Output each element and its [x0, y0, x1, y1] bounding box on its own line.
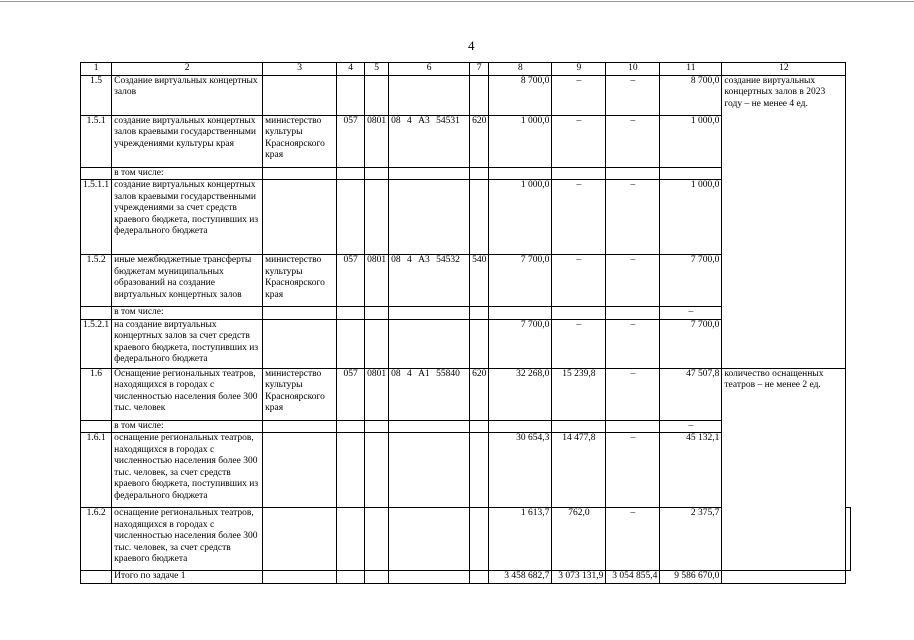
- page-top-border: [0, 1, 914, 2]
- cell-year3: [606, 420, 660, 433]
- cell-num: 1.5.2.1: [81, 319, 112, 368]
- cell-year3: –: [606, 368, 660, 420]
- cell-csr: [389, 180, 470, 255]
- table-row: [81, 75, 851, 115]
- cell-year1: 1 000,0: [489, 180, 552, 255]
- cell-year2: 14 477,8: [552, 433, 606, 508]
- cell-name: Итого по задаче 1: [112, 571, 263, 584]
- cell-executor: [263, 167, 337, 180]
- cell-year2: –: [552, 75, 606, 115]
- cell-total: –: [660, 420, 722, 433]
- header-cell: 12: [722, 63, 846, 76]
- cell-name: иные межбюджетные трансферты бюджетам муниципальных образований на создание виртуальных концертных залов: [112, 255, 263, 307]
- cell-csr: 08 4 А3 54532: [389, 255, 470, 307]
- cell-year2: [552, 307, 606, 320]
- cell-num: 1.5: [81, 75, 112, 115]
- cell-num: 1.5.1.1: [81, 180, 112, 255]
- cell-csr: [389, 508, 470, 571]
- cell-grbs: 057: [337, 368, 365, 420]
- cell-vr: [470, 571, 489, 584]
- cell-total: 7 700,0: [660, 319, 722, 368]
- cell-vr: [470, 180, 489, 255]
- cell-num: 1.5.1: [81, 115, 112, 167]
- cell-year2: –: [552, 180, 606, 255]
- cell-rzpr: [365, 420, 389, 433]
- cell-csr: [389, 307, 470, 320]
- cell-year3: –: [606, 319, 660, 368]
- cell-vr: [470, 307, 489, 320]
- header-cell: 2: [112, 63, 263, 76]
- cell-num: [81, 420, 112, 433]
- cell-executor: [263, 180, 337, 255]
- cell-executor: министерство культуры Красноярского края: [263, 368, 337, 420]
- cell-rzpr: [365, 433, 389, 508]
- cell-year1: 3 458 682,7: [489, 571, 552, 584]
- cell-csr: 08 4 А1 55840: [389, 368, 470, 420]
- cell-grbs: [337, 319, 365, 368]
- header-cell: 3: [263, 63, 337, 76]
- cell-num: 1.5.2: [81, 255, 112, 307]
- cell-executor: [263, 508, 337, 571]
- header-cell: 4: [337, 63, 365, 76]
- cell-year2: 3 073 131,9: [552, 571, 606, 584]
- cell-year2: [552, 420, 606, 433]
- cell-csr: [389, 420, 470, 433]
- cell-num: [81, 307, 112, 320]
- cell-name: на создание виртуальных концертных залов за счет средств краевого бюджета, поступивших из федерального бюджета: [112, 319, 263, 368]
- cell-rzpr: 0801: [365, 255, 389, 307]
- cell-rzpr: [365, 307, 389, 320]
- cell-rzpr: 0801: [365, 115, 389, 167]
- cell-total: –: [660, 307, 722, 320]
- cell-grbs: [337, 75, 365, 115]
- cell-year1: 7 700,0: [489, 255, 552, 307]
- cell-year1: 7 700,0: [489, 319, 552, 368]
- cell-grbs: [337, 571, 365, 584]
- cell-year2: –: [552, 319, 606, 368]
- header-cell: 7: [470, 63, 489, 76]
- cell-rzpr: [365, 167, 389, 180]
- cell-year1: 30 654,3: [489, 433, 552, 508]
- cell-year3: –: [606, 255, 660, 307]
- cell-rzpr: 0801: [365, 368, 389, 420]
- cell-year2: [552, 167, 606, 180]
- cell-csr: [389, 167, 470, 180]
- cell-year3: –: [606, 508, 660, 571]
- cell-year1: [489, 420, 552, 433]
- cell-grbs: [337, 180, 365, 255]
- cell-name: в том числе:: [112, 167, 263, 180]
- header-cell: 10: [606, 63, 660, 76]
- cell-total: 1 000,0: [660, 115, 722, 167]
- cell-name: в том числе:: [112, 420, 263, 433]
- cell-year3: –: [606, 180, 660, 255]
- cell-vr: [470, 167, 489, 180]
- cell-name: создание виртуальных концертных залов краевыми государственными учреждениями культуры края: [112, 115, 263, 167]
- cell-total: 1 000,0: [660, 180, 722, 255]
- cell-executor: [263, 571, 337, 584]
- header-cell: 5: [365, 63, 389, 76]
- cell-year3: –: [606, 75, 660, 115]
- cell-csr: [389, 75, 470, 115]
- cell-name: в том числе:: [112, 307, 263, 320]
- cell-total: 2 375,7: [660, 508, 722, 571]
- cell-grbs: [337, 508, 365, 571]
- cell-vr: [470, 420, 489, 433]
- cell-total: 7 700,0: [660, 255, 722, 307]
- cell-executor: [263, 75, 337, 115]
- page-number: 4: [468, 38, 475, 53]
- cell-num: 1.6.2: [81, 508, 112, 571]
- cell-result: [722, 571, 846, 584]
- cell-grbs: 057: [337, 115, 365, 167]
- cell-num: [81, 167, 112, 180]
- cell-total: 9 586 670,0: [660, 571, 722, 584]
- cell-csr: [389, 433, 470, 508]
- cell-vr: [470, 75, 489, 115]
- cell-year3: –: [606, 115, 660, 167]
- cell-grbs: [337, 167, 365, 180]
- cell-year3: [606, 167, 660, 180]
- cell-grbs: [337, 420, 365, 433]
- table-row-total: [81, 571, 851, 584]
- header-row: [81, 63, 851, 76]
- cell-year3: [606, 307, 660, 320]
- header-cell: 6: [389, 63, 470, 76]
- cell-num: 1.6.1: [81, 433, 112, 508]
- cell-year1: [489, 167, 552, 180]
- header-cell: 9: [552, 63, 606, 76]
- cell-vr: [470, 433, 489, 508]
- budget-table: [80, 62, 851, 584]
- cell-csr: 08 4 А3 54531: [389, 115, 470, 167]
- cell-executor: [263, 420, 337, 433]
- cell-vr: [470, 508, 489, 571]
- cell-year1: 1 613,7: [489, 508, 552, 571]
- cell-result: количество оснащенных театров – не менее 2 ед.: [722, 368, 846, 571]
- cell-executor: [263, 433, 337, 508]
- cell-rzpr: [365, 508, 389, 571]
- table-row: [81, 368, 851, 420]
- cell-year1: 8 700,0: [489, 75, 552, 115]
- cell-year2: –: [552, 115, 606, 167]
- cell-csr: [389, 571, 470, 584]
- cell-grbs: [337, 433, 365, 508]
- cell-csr: [389, 319, 470, 368]
- cell-name: Оснащение региональных театров, находящихся в городах с численностью населения более 300 тыс. человек: [112, 368, 263, 420]
- cell-rzpr: [365, 319, 389, 368]
- cell-year3: 3 054 855,4: [606, 571, 660, 584]
- cell-year1: 32 268,0: [489, 368, 552, 420]
- cell-year2: 762,0: [552, 508, 606, 571]
- header-cell: 8: [489, 63, 552, 76]
- cell-vr: 620: [470, 368, 489, 420]
- cell-rzpr: [365, 571, 389, 584]
- cell-total: 45 132,1: [660, 433, 722, 508]
- cell-rzpr: [365, 75, 389, 115]
- cell-year1: [489, 307, 552, 320]
- cell-executor: [263, 319, 337, 368]
- cell-name: создание виртуальных концертных залов краевыми государственными учреждениями за счет средств краевого бюджета, поступивших из федерального бюджета: [112, 180, 263, 255]
- cell-num: [81, 571, 112, 584]
- header-cell: 1: [81, 63, 112, 76]
- cell-result: создание виртуальных концертных залов в 2023 году – не менее 4 ед.: [722, 75, 846, 368]
- cell-executor: министерство культуры Красноярского края: [263, 115, 337, 167]
- cell-num: 1.6: [81, 368, 112, 420]
- cell-total: 47 507,8: [660, 368, 722, 420]
- header-cell: 11: [660, 63, 722, 76]
- cell-name: оснащение региональных театров, находящихся в городах с численностью населения более 300 тыс. человек, за счет средств краевого бюджета, поступивших из федерального бюджета: [112, 433, 263, 508]
- cell-total: 8 700,0: [660, 75, 722, 115]
- cell-executor: [263, 307, 337, 320]
- cell-year1: 1 000,0: [489, 115, 552, 167]
- cell-grbs: [337, 307, 365, 320]
- cell-name: Создание виртуальных концертных залов: [112, 75, 263, 115]
- cell-year2: 15 239,8: [552, 368, 606, 420]
- cell-result: [846, 508, 851, 571]
- cell-rzpr: [365, 180, 389, 255]
- cell-vr: [470, 319, 489, 368]
- cell-year3: –: [606, 433, 660, 508]
- cell-grbs: 057: [337, 255, 365, 307]
- cell-executor: министерство культуры Красноярского края: [263, 255, 337, 307]
- cell-name: оснащение региональных театров, находящихся в городах с численностью населения более 300 тыс. человек, за счет средств краевого бюджета: [112, 508, 263, 571]
- cell-vr: 540: [470, 255, 489, 307]
- cell-year2: –: [552, 255, 606, 307]
- cell-vr: 620: [470, 115, 489, 167]
- cell-total: [660, 167, 722, 180]
